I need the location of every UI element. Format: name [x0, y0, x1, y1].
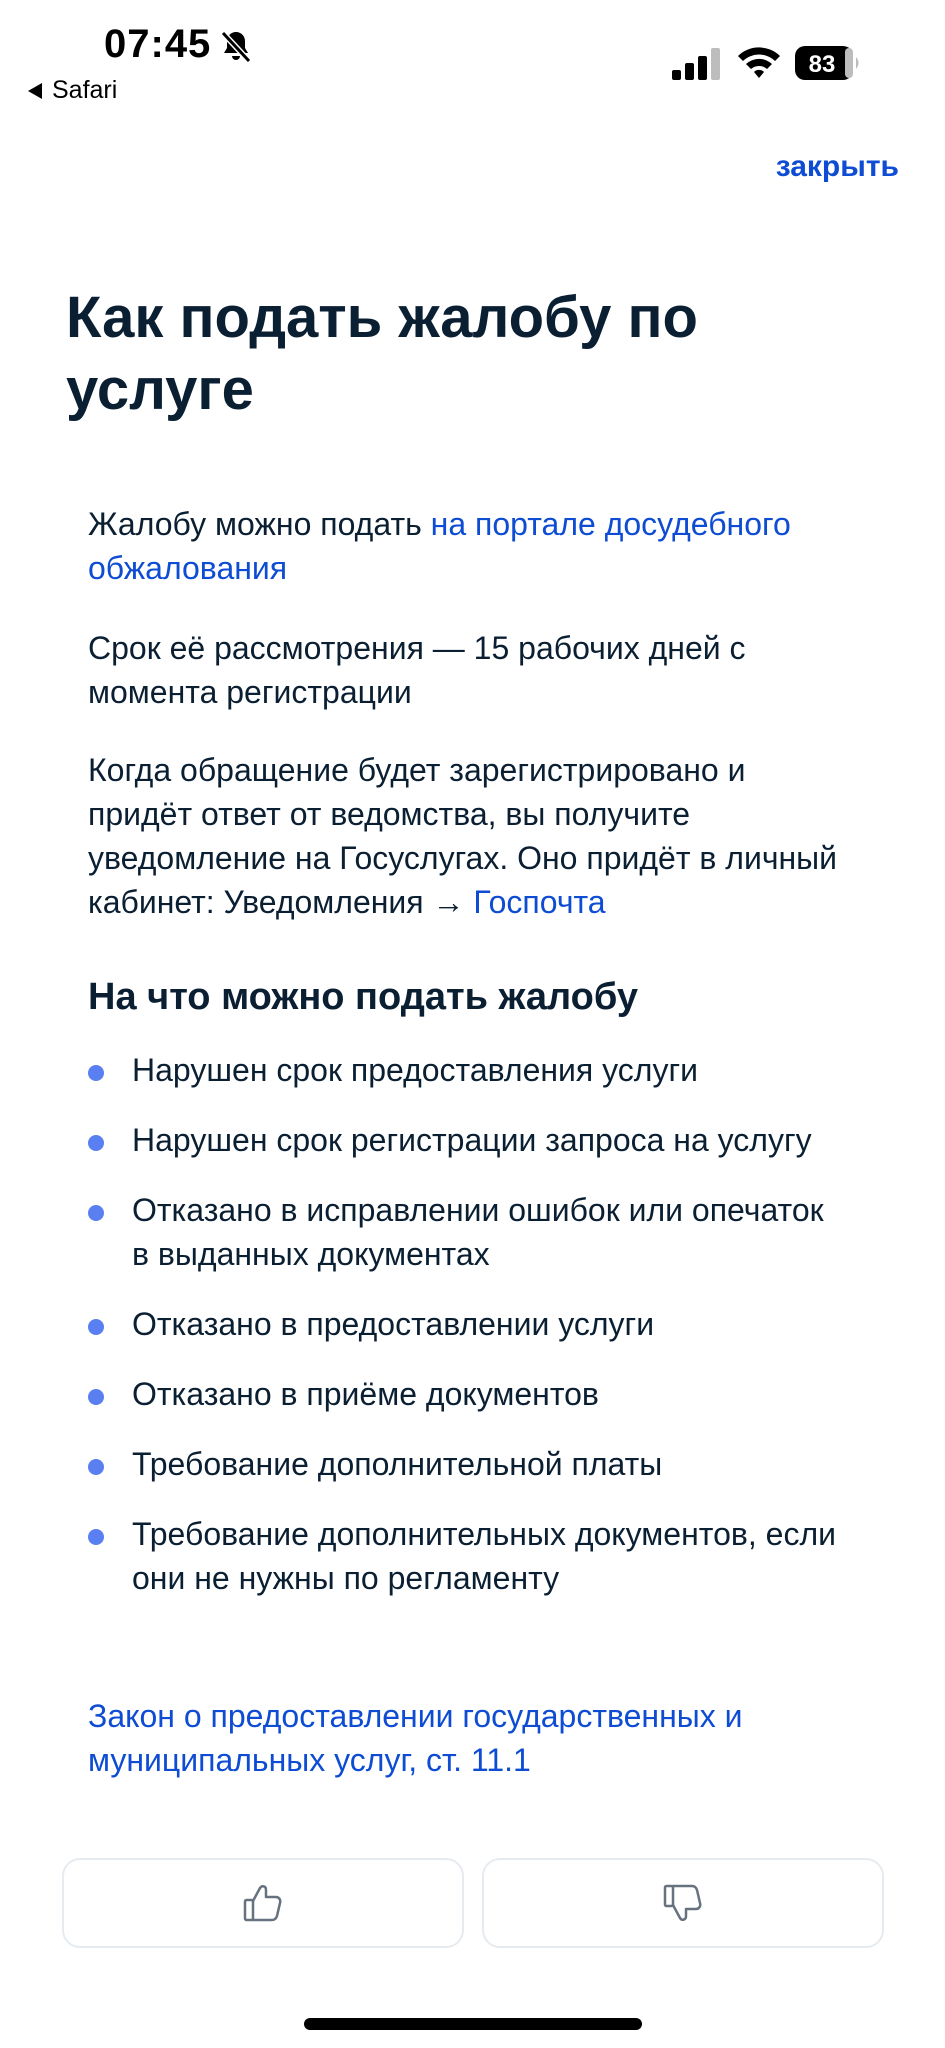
gospochta-link[interactable]: Госпочта	[473, 884, 606, 920]
bullet-icon	[88, 1065, 104, 1081]
list-item-text: Требование дополнительных документов, если они не нужны по регламенту	[132, 1516, 836, 1596]
list-item	[88, 1442, 848, 1486]
list-item	[88, 1372, 848, 1416]
list-item-text: Отказано в исправлении ошибок или опечаток в выданных документах	[132, 1192, 824, 1272]
bullet-icon	[88, 1389, 104, 1405]
home-indicator[interactable]	[304, 2018, 642, 2030]
list-item	[88, 1188, 848, 1276]
status-bar	[0, 0, 945, 120]
law-link[interactable]: Закон о предоставлении государственных и муниципальных услуг, ст. 11.1	[88, 1698, 743, 1778]
complaint-reasons-list	[88, 1048, 848, 1626]
list-item-text: Нарушен срок регистрации запроса на услугу	[132, 1122, 812, 1158]
list-item-text: Нарушен срок предоставления услуги	[132, 1052, 698, 1088]
list-item	[88, 1512, 848, 1600]
paragraph-text: Жалобу можно подать	[88, 506, 431, 542]
appeal-portal-link[interactable]: на портале досудебного обжалования	[88, 506, 791, 586]
paragraph-text: Когда обращение будет зарегистрировано и придёт ответ от ведомства, вы получите уведомление на Госуслугах. Оно придёт в личный кабинет: Уведомления →	[88, 752, 838, 920]
paragraph-how-to-file	[88, 502, 848, 590]
paragraph-notification	[88, 748, 848, 924]
section-subtitle: На что можно подать жалобу	[88, 976, 638, 1018]
list-item	[88, 1302, 848, 1346]
thumbs-up-icon	[241, 1881, 285, 1925]
dislike-button[interactable]	[482, 1858, 884, 1948]
list-item-text: Требование дополнительной платы	[132, 1446, 663, 1482]
list-item-text: Отказано в предоставлении услуги	[132, 1306, 655, 1342]
paragraph-review-period: Срок её рассмотрения — 15 рабочих дней с момента регистрации	[88, 630, 746, 710]
page-title: Как подать жалобу по услуге	[66, 285, 698, 422]
like-button[interactable]	[62, 1858, 464, 1948]
thumbs-down-icon	[661, 1881, 705, 1925]
status-time: 07:45	[104, 22, 212, 66]
list-item	[88, 1048, 848, 1092]
bullet-icon	[88, 1319, 104, 1335]
bullet-icon	[88, 1529, 104, 1545]
back-triangle-icon	[28, 83, 42, 99]
list-item	[88, 1118, 848, 1162]
list-item-text: Отказано в приёме документов	[132, 1376, 599, 1412]
battery-level: 83	[808, 51, 836, 78]
bullet-icon	[88, 1459, 104, 1475]
battery-icon	[795, 46, 861, 80]
bullet-icon	[88, 1205, 104, 1221]
back-app-label: Safari	[52, 76, 118, 104]
signal-icon	[672, 48, 722, 80]
wifi-icon	[736, 44, 782, 80]
back-to-app-button[interactable]	[28, 76, 117, 105]
bullet-icon	[88, 1135, 104, 1151]
bell-slash-icon	[220, 30, 252, 64]
close-link[interactable]: закрыть	[775, 150, 899, 183]
